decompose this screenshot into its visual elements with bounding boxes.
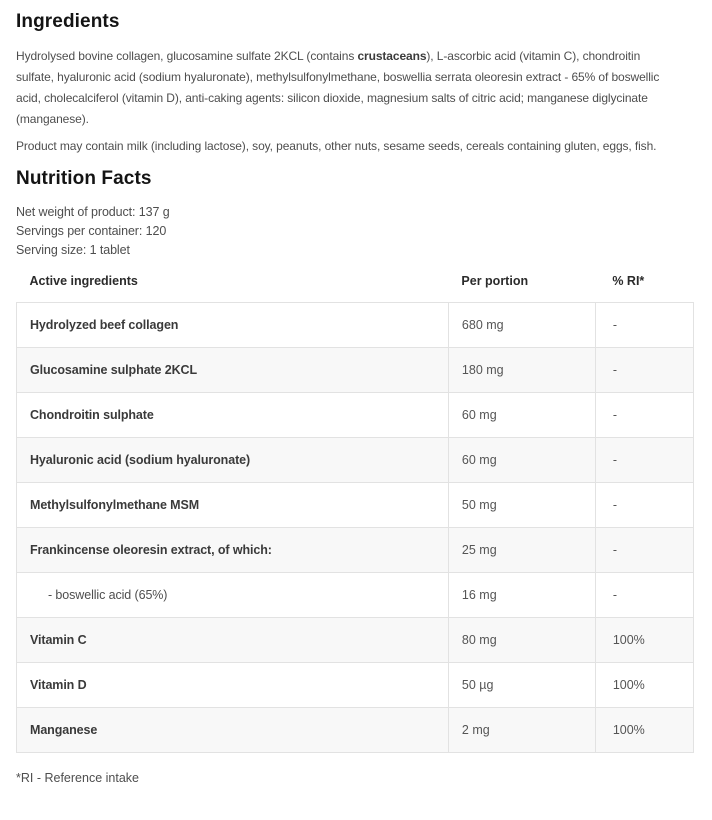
ingredient-name-cell: Vitamin D [17,663,449,708]
per-portion-cell: 80 mg [448,618,595,663]
nutrition-table-row [17,393,694,438]
ingredient-name-cell: Vitamin C [17,618,449,663]
header-percent-ri: % RI* [612,274,645,288]
ri-percent-cell: - [595,303,693,348]
nutrition-table-row [17,618,694,663]
per-portion-cell: 50 mg [448,483,595,528]
per-portion-cell: 680 mg [448,303,595,348]
per-portion-cell: 60 mg [448,438,595,483]
per-portion-cell: 50 µg [448,663,595,708]
nutrition-table-row [17,483,694,528]
ri-percent-cell: - [595,483,693,528]
ingredients-text-end: ), L-ascorbic acid (vitamin C), chondroitin sulfate, hyaluronic acid (sodium hyaluronate), methylsulfonylmethane, boswellia serrata oleoresin extract - 65% of boswellic acid, cholecalciferol (vitamin D), anti-caking agents: silicon dioxide, magnesium salts of citric acid; manganese diglycinate (manganese). [16,49,660,126]
ingredients-text-start: Hydrolysed bovine collagen, glucosamine sulfate 2KCL (contains [16,49,358,63]
allergen-highlight: crustaceans [357,49,427,63]
ri-percent-cell: - [595,528,693,573]
ingredient-name-cell: Chondroitin sulphate [17,393,449,438]
ri-percent-cell: - [595,438,693,483]
net-weight: Net weight of product: 137 g [16,205,170,219]
ri-percent-cell: 100% [595,708,693,753]
nutrition-table [16,270,694,753]
nutrition-table-row [17,573,694,618]
nutrition-table-row [17,438,694,483]
per-portion-cell: 180 mg [448,348,595,393]
ingredients-title: Ingredients [16,11,120,32]
nutrition-facts-section [16,167,696,787]
per-portion-cell: 16 mg [448,573,595,618]
nutrition-table-row [17,348,694,393]
ri-footnote: *RI - Reference intake [16,771,139,785]
ingredient-name-cell: - boswellic acid (65%) [17,573,449,618]
ri-percent-cell: 100% [595,618,693,663]
ingredient-name-cell: Methylsulfonylmethane MSM [17,483,449,528]
servings-per-container: Servings per container: 120 [16,224,167,238]
ingredients-section [16,10,696,157]
allergen-note: Product may contain milk (including lactose), soy, peanuts, other nuts, sesame seeds, cereals containing gluten, eggs, fish. [16,139,657,153]
ingredient-name-cell: Hyaluronic acid (sodium hyaluronate) [17,438,449,483]
nutrition-table-row [17,663,694,708]
ri-percent-cell: - [595,393,693,438]
ri-percent-cell: - [595,348,693,393]
serving-size: Serving size: 1 tablet [16,243,130,257]
ri-percent-cell: 100% [595,663,693,708]
header-active-ingredients: Active ingredients [29,274,138,288]
per-portion-cell: 25 mg [448,528,595,573]
ingredient-name-cell: Hydrolyzed beef collagen [17,303,449,348]
ri-percent-cell: - [595,573,693,618]
per-portion-cell: 60 mg [448,393,595,438]
ingredient-name-cell: Manganese [17,708,449,753]
nutrition-table-header-row [17,270,694,303]
nutrition-facts-title: Nutrition Facts [16,168,152,189]
nutrition-table-body [17,303,694,753]
header-per-portion: Per portion [461,274,529,288]
ingredients-text [16,46,672,130]
nutrition-table-row [17,708,694,753]
nutrition-table-row [17,303,694,348]
ingredient-name-cell: Frankincense oleoresin extract, of which: [17,528,449,573]
per-portion-cell: 2 mg [448,708,595,753]
ingredient-name-cell: Glucosamine sulphate 2KCL [17,348,449,393]
product-info-page [16,10,696,787]
nutrition-table-row [17,528,694,573]
